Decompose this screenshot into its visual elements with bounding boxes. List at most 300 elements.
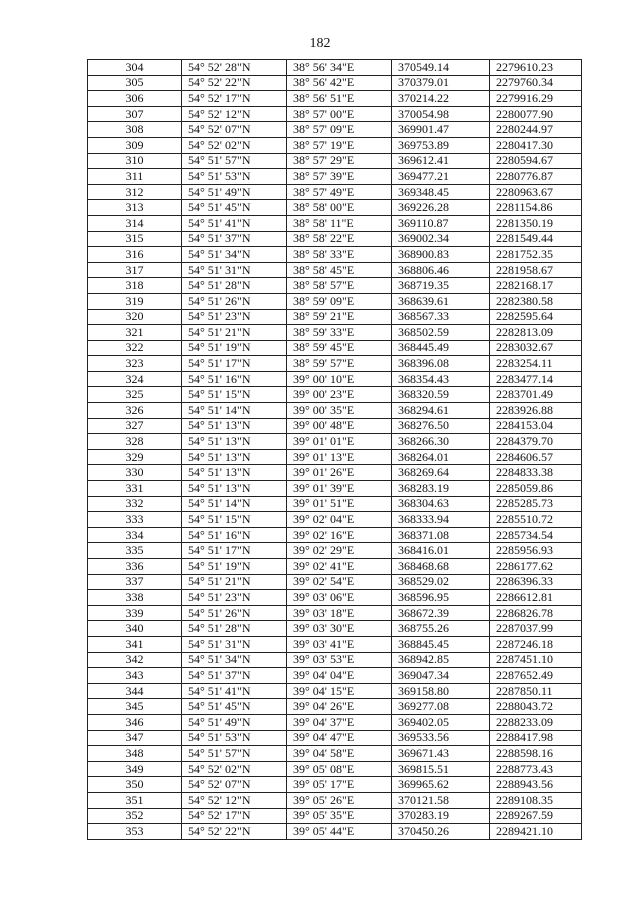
y-coordinate-cell: 2285510.72 (490, 512, 582, 528)
latitude-cell: 54° 51' 45"N (182, 699, 287, 715)
point-number-cell: 328 (88, 434, 182, 450)
y-coordinate-cell: 2287850.11 (490, 683, 582, 699)
y-coordinate-cell: 2289421.10 (490, 824, 582, 840)
y-coordinate-cell: 2288417.98 (490, 730, 582, 746)
table-row (88, 543, 582, 559)
latitude-cell: 54° 51' 45"N (182, 200, 287, 216)
latitude-cell: 54° 51' 14"N (182, 403, 287, 419)
table-row (88, 714, 582, 730)
x-coordinate-cell: 369277.08 (392, 699, 490, 715)
table-row (88, 91, 582, 107)
y-coordinate-cell: 2282380.58 (490, 293, 582, 309)
longitude-cell: 38° 58' 57"E (287, 278, 392, 294)
x-coordinate-cell: 368283.19 (392, 481, 490, 497)
table-row (88, 60, 582, 76)
latitude-cell: 54° 51' 13"N (182, 449, 287, 465)
longitude-cell: 39° 03' 41"E (287, 636, 392, 652)
y-coordinate-cell: 2280244.97 (490, 122, 582, 138)
latitude-cell: 54° 51' 19"N (182, 559, 287, 575)
longitude-cell: 38° 59' 21"E (287, 309, 392, 325)
x-coordinate-cell: 370283.19 (392, 808, 490, 824)
x-coordinate-cell: 368304.63 (392, 496, 490, 512)
longitude-cell: 38° 58' 33"E (287, 247, 392, 263)
point-number-cell: 318 (88, 278, 182, 294)
x-coordinate-cell: 370450.26 (392, 824, 490, 840)
point-number-cell: 347 (88, 730, 182, 746)
point-number-cell: 320 (88, 309, 182, 325)
y-coordinate-cell: 2289108.35 (490, 792, 582, 808)
y-coordinate-cell: 2286826.78 (490, 605, 582, 621)
latitude-cell: 54° 51' 16"N (182, 371, 287, 387)
y-coordinate-cell: 2287246.18 (490, 636, 582, 652)
latitude-cell: 54° 51' 31"N (182, 262, 287, 278)
x-coordinate-cell: 370549.14 (392, 60, 490, 76)
latitude-cell: 54° 51' 14"N (182, 496, 287, 512)
x-coordinate-cell: 368567.33 (392, 309, 490, 325)
table-row (88, 527, 582, 543)
table-row (88, 590, 582, 606)
longitude-cell: 38° 56' 34"E (287, 60, 392, 76)
table-row (88, 668, 582, 684)
coordinates-table (87, 59, 582, 840)
point-number-cell: 304 (88, 60, 182, 76)
longitude-cell: 39° 04' 26"E (287, 699, 392, 715)
longitude-cell: 39° 02' 41"E (287, 559, 392, 575)
longitude-cell: 39° 03' 30"E (287, 621, 392, 637)
x-coordinate-cell: 368845.45 (392, 636, 490, 652)
longitude-cell: 38° 57' 49"E (287, 184, 392, 200)
table-row (88, 512, 582, 528)
x-coordinate-cell: 368354.43 (392, 371, 490, 387)
longitude-cell: 39° 00' 10"E (287, 371, 392, 387)
point-number-cell: 315 (88, 231, 182, 247)
x-coordinate-cell: 368529.02 (392, 574, 490, 590)
latitude-cell: 54° 52' 22"N (182, 75, 287, 91)
point-number-cell: 350 (88, 777, 182, 793)
latitude-cell: 54° 51' 49"N (182, 184, 287, 200)
x-coordinate-cell: 369110.87 (392, 215, 490, 231)
latitude-cell: 54° 51' 37"N (182, 231, 287, 247)
longitude-cell: 39° 05' 17"E (287, 777, 392, 793)
point-number-cell: 332 (88, 496, 182, 512)
point-number-cell: 340 (88, 621, 182, 637)
longitude-cell: 38° 59' 09"E (287, 293, 392, 309)
x-coordinate-cell: 368502.59 (392, 325, 490, 341)
table-row (88, 465, 582, 481)
x-coordinate-cell: 369965.62 (392, 777, 490, 793)
x-coordinate-cell: 369901.47 (392, 122, 490, 138)
latitude-cell: 54° 52' 28"N (182, 60, 287, 76)
latitude-cell: 54° 51' 16"N (182, 527, 287, 543)
point-number-cell: 329 (88, 449, 182, 465)
y-coordinate-cell: 2279916.29 (490, 91, 582, 107)
x-coordinate-cell: 368806.46 (392, 262, 490, 278)
table-row (88, 699, 582, 715)
latitude-cell: 54° 51' 34"N (182, 652, 287, 668)
point-number-cell: 310 (88, 153, 182, 169)
table-row (88, 293, 582, 309)
longitude-cell: 38° 59' 33"E (287, 325, 392, 341)
y-coordinate-cell: 2284153.04 (490, 418, 582, 434)
latitude-cell: 54° 51' 28"N (182, 621, 287, 637)
latitude-cell: 54° 51' 15"N (182, 387, 287, 403)
longitude-cell: 39° 05' 35"E (287, 808, 392, 824)
y-coordinate-cell: 2280776.87 (490, 169, 582, 185)
y-coordinate-cell: 2279610.23 (490, 60, 582, 76)
x-coordinate-cell: 368672.39 (392, 605, 490, 621)
y-coordinate-cell: 2286177.62 (490, 559, 582, 575)
longitude-cell: 39° 00' 35"E (287, 403, 392, 419)
longitude-cell: 39° 05' 08"E (287, 761, 392, 777)
x-coordinate-cell: 368596.95 (392, 590, 490, 606)
x-coordinate-cell: 369226.28 (392, 200, 490, 216)
x-coordinate-cell: 369047.34 (392, 668, 490, 684)
y-coordinate-cell: 2284833.38 (490, 465, 582, 481)
latitude-cell: 54° 51' 13"N (182, 481, 287, 497)
longitude-cell: 38° 58' 00"E (287, 200, 392, 216)
y-coordinate-cell: 2286612.81 (490, 590, 582, 606)
table-row (88, 418, 582, 434)
point-number-cell: 307 (88, 106, 182, 122)
x-coordinate-cell: 368266.30 (392, 434, 490, 450)
table-row (88, 340, 582, 356)
table-row (88, 371, 582, 387)
x-coordinate-cell: 368900.83 (392, 247, 490, 263)
x-coordinate-cell: 368396.08 (392, 356, 490, 372)
table-row (88, 481, 582, 497)
latitude-cell: 54° 52' 17"N (182, 91, 287, 107)
point-number-cell: 308 (88, 122, 182, 138)
point-number-cell: 333 (88, 512, 182, 528)
y-coordinate-cell: 2280417.30 (490, 137, 582, 153)
y-coordinate-cell: 2284379.70 (490, 434, 582, 450)
latitude-cell: 54° 51' 34"N (182, 247, 287, 263)
latitude-cell: 54° 51' 13"N (182, 434, 287, 450)
longitude-cell: 39° 05' 44"E (287, 824, 392, 840)
longitude-cell: 39° 03' 18"E (287, 605, 392, 621)
point-number-cell: 322 (88, 340, 182, 356)
longitude-cell: 39° 04' 15"E (287, 683, 392, 699)
latitude-cell: 54° 51' 49"N (182, 714, 287, 730)
table-row (88, 621, 582, 637)
y-coordinate-cell: 2289267.59 (490, 808, 582, 824)
x-coordinate-cell: 369002.34 (392, 231, 490, 247)
point-number-cell: 336 (88, 559, 182, 575)
table-row (88, 730, 582, 746)
longitude-cell: 38° 56' 42"E (287, 75, 392, 91)
y-coordinate-cell: 2283477.14 (490, 371, 582, 387)
latitude-cell: 54° 51' 26"N (182, 605, 287, 621)
latitude-cell: 54° 51' 17"N (182, 356, 287, 372)
point-number-cell: 345 (88, 699, 182, 715)
table-row (88, 75, 582, 91)
point-number-cell: 337 (88, 574, 182, 590)
latitude-cell: 54° 51' 13"N (182, 465, 287, 481)
longitude-cell: 38° 57' 00"E (287, 106, 392, 122)
table-row (88, 777, 582, 793)
y-coordinate-cell: 2286396.33 (490, 574, 582, 590)
coordinates-table-body (88, 60, 582, 840)
table-row (88, 184, 582, 200)
latitude-cell: 54° 52' 02"N (182, 761, 287, 777)
longitude-cell: 39° 02' 16"E (287, 527, 392, 543)
point-number-cell: 351 (88, 792, 182, 808)
table-row (88, 434, 582, 450)
point-number-cell: 341 (88, 636, 182, 652)
point-number-cell: 312 (88, 184, 182, 200)
point-number-cell: 316 (88, 247, 182, 263)
table-row (88, 636, 582, 652)
table-row (88, 137, 582, 153)
table-row (88, 309, 582, 325)
x-coordinate-cell: 369815.51 (392, 761, 490, 777)
longitude-cell: 38° 59' 45"E (287, 340, 392, 356)
point-number-cell: 343 (88, 668, 182, 684)
latitude-cell: 54° 51' 23"N (182, 309, 287, 325)
table-row (88, 169, 582, 185)
x-coordinate-cell: 370379.01 (392, 75, 490, 91)
y-coordinate-cell: 2282595.64 (490, 309, 582, 325)
point-number-cell: 346 (88, 714, 182, 730)
x-coordinate-cell: 369402.05 (392, 714, 490, 730)
latitude-cell: 54° 51' 37"N (182, 668, 287, 684)
point-number-cell: 349 (88, 761, 182, 777)
y-coordinate-cell: 2281752.35 (490, 247, 582, 263)
point-number-cell: 353 (88, 824, 182, 840)
longitude-cell: 39° 00' 23"E (287, 387, 392, 403)
latitude-cell: 54° 51' 57"N (182, 153, 287, 169)
y-coordinate-cell: 2283701.49 (490, 387, 582, 403)
y-coordinate-cell: 2287037.99 (490, 621, 582, 637)
table-row (88, 231, 582, 247)
table-row (88, 792, 582, 808)
point-number-cell: 327 (88, 418, 182, 434)
longitude-cell: 39° 04' 04"E (287, 668, 392, 684)
point-number-cell: 338 (88, 590, 182, 606)
longitude-cell: 39° 03' 06"E (287, 590, 392, 606)
longitude-cell: 38° 58' 11"E (287, 215, 392, 231)
x-coordinate-cell: 369671.43 (392, 746, 490, 762)
point-number-cell: 330 (88, 465, 182, 481)
point-number-cell: 348 (88, 746, 182, 762)
table-row (88, 356, 582, 372)
x-coordinate-cell: 369753.89 (392, 137, 490, 153)
x-coordinate-cell: 368719.35 (392, 278, 490, 294)
latitude-cell: 54° 51' 53"N (182, 730, 287, 746)
latitude-cell: 54° 51' 41"N (182, 683, 287, 699)
longitude-cell: 39° 02' 54"E (287, 574, 392, 590)
longitude-cell: 39° 04' 47"E (287, 730, 392, 746)
x-coordinate-cell: 368942.85 (392, 652, 490, 668)
y-coordinate-cell: 2285734.54 (490, 527, 582, 543)
point-number-cell: 311 (88, 169, 182, 185)
y-coordinate-cell: 2281154.86 (490, 200, 582, 216)
x-coordinate-cell: 368371.08 (392, 527, 490, 543)
point-number-cell: 326 (88, 403, 182, 419)
y-coordinate-cell: 2282813.09 (490, 325, 582, 341)
y-coordinate-cell: 2280963.67 (490, 184, 582, 200)
latitude-cell: 54° 52' 02"N (182, 137, 287, 153)
point-number-cell: 317 (88, 262, 182, 278)
x-coordinate-cell: 368468.68 (392, 559, 490, 575)
longitude-cell: 38° 57' 29"E (287, 153, 392, 169)
y-coordinate-cell: 2281549.44 (490, 231, 582, 247)
latitude-cell: 54° 52' 17"N (182, 808, 287, 824)
y-coordinate-cell: 2284606.57 (490, 449, 582, 465)
latitude-cell: 54° 51' 23"N (182, 590, 287, 606)
y-coordinate-cell: 2280077.90 (490, 106, 582, 122)
longitude-cell: 39° 01' 01"E (287, 434, 392, 450)
x-coordinate-cell: 369533.56 (392, 730, 490, 746)
latitude-cell: 54° 52' 12"N (182, 106, 287, 122)
latitude-cell: 54° 51' 15"N (182, 512, 287, 528)
latitude-cell: 54° 51' 21"N (182, 325, 287, 341)
table-row (88, 325, 582, 341)
y-coordinate-cell: 2279760.34 (490, 75, 582, 91)
longitude-cell: 39° 04' 37"E (287, 714, 392, 730)
point-number-cell: 306 (88, 91, 182, 107)
point-number-cell: 305 (88, 75, 182, 91)
table-row (88, 403, 582, 419)
y-coordinate-cell: 2287652.49 (490, 668, 582, 684)
table-row (88, 106, 582, 122)
x-coordinate-cell: 370121.58 (392, 792, 490, 808)
y-coordinate-cell: 2288043.72 (490, 699, 582, 715)
point-number-cell: 323 (88, 356, 182, 372)
point-number-cell: 344 (88, 683, 182, 699)
longitude-cell: 39° 01' 39"E (287, 481, 392, 497)
latitude-cell: 54° 52' 22"N (182, 824, 287, 840)
longitude-cell: 38° 58' 45"E (287, 262, 392, 278)
table-row (88, 574, 582, 590)
table-row (88, 200, 582, 216)
page-number: 182 (309, 36, 331, 51)
longitude-cell: 39° 01' 51"E (287, 496, 392, 512)
y-coordinate-cell: 2282168.17 (490, 278, 582, 294)
x-coordinate-cell: 369348.45 (392, 184, 490, 200)
latitude-cell: 54° 51' 28"N (182, 278, 287, 294)
y-coordinate-cell: 2285956.93 (490, 543, 582, 559)
longitude-cell: 38° 58' 22"E (287, 231, 392, 247)
latitude-cell: 54° 52' 12"N (182, 792, 287, 808)
longitude-cell: 39° 00' 48"E (287, 418, 392, 434)
longitude-cell: 39° 04' 58"E (287, 746, 392, 762)
table-row (88, 746, 582, 762)
latitude-cell: 54° 51' 41"N (182, 215, 287, 231)
longitude-cell: 38° 57' 39"E (287, 169, 392, 185)
latitude-cell: 54° 51' 53"N (182, 169, 287, 185)
table-row (88, 387, 582, 403)
table-row (88, 278, 582, 294)
table-row (88, 808, 582, 824)
point-number-cell: 331 (88, 481, 182, 497)
point-number-cell: 342 (88, 652, 182, 668)
longitude-cell: 39° 01' 13"E (287, 449, 392, 465)
latitude-cell: 54° 51' 21"N (182, 574, 287, 590)
table-row (88, 496, 582, 512)
x-coordinate-cell: 368445.49 (392, 340, 490, 356)
latitude-cell: 54° 52' 07"N (182, 777, 287, 793)
y-coordinate-cell: 2288773.43 (490, 761, 582, 777)
x-coordinate-cell: 368639.61 (392, 293, 490, 309)
table-row (88, 122, 582, 138)
table-row (88, 262, 582, 278)
longitude-cell: 39° 01' 26"E (287, 465, 392, 481)
y-coordinate-cell: 2285059.86 (490, 481, 582, 497)
point-number-cell: 325 (88, 387, 182, 403)
table-row (88, 683, 582, 699)
x-coordinate-cell: 370054.98 (392, 106, 490, 122)
y-coordinate-cell: 2288233.09 (490, 714, 582, 730)
y-coordinate-cell: 2283032.67 (490, 340, 582, 356)
latitude-cell: 54° 51' 19"N (182, 340, 287, 356)
x-coordinate-cell: 368269.64 (392, 465, 490, 481)
point-number-cell: 321 (88, 325, 182, 341)
latitude-cell: 54° 51' 13"N (182, 418, 287, 434)
latitude-cell: 54° 51' 57"N (182, 746, 287, 762)
longitude-cell: 38° 57' 19"E (287, 137, 392, 153)
point-number-cell: 324 (88, 371, 182, 387)
table-row (88, 605, 582, 621)
latitude-cell: 54° 51' 26"N (182, 293, 287, 309)
table-row (88, 247, 582, 263)
x-coordinate-cell: 368294.61 (392, 403, 490, 419)
longitude-cell: 39° 02' 04"E (287, 512, 392, 528)
longitude-cell: 39° 05' 26"E (287, 792, 392, 808)
table-row (88, 449, 582, 465)
table-row (88, 153, 582, 169)
latitude-cell: 54° 52' 07"N (182, 122, 287, 138)
y-coordinate-cell: 2283926.88 (490, 403, 582, 419)
longitude-cell: 38° 56' 51"E (287, 91, 392, 107)
y-coordinate-cell: 2288943.56 (490, 777, 582, 793)
x-coordinate-cell: 368416.01 (392, 543, 490, 559)
point-number-cell: 314 (88, 215, 182, 231)
table-row (88, 824, 582, 840)
table-row (88, 652, 582, 668)
y-coordinate-cell: 2288598.16 (490, 746, 582, 762)
point-number-cell: 339 (88, 605, 182, 621)
x-coordinate-cell: 368264.01 (392, 449, 490, 465)
x-coordinate-cell: 369158.80 (392, 683, 490, 699)
point-number-cell: 319 (88, 293, 182, 309)
x-coordinate-cell: 368333.94 (392, 512, 490, 528)
table-row (88, 761, 582, 777)
latitude-cell: 54° 51' 31"N (182, 636, 287, 652)
table-row (88, 559, 582, 575)
longitude-cell: 38° 57' 09"E (287, 122, 392, 138)
y-coordinate-cell: 2280594.67 (490, 153, 582, 169)
x-coordinate-cell: 368276.50 (392, 418, 490, 434)
point-number-cell: 334 (88, 527, 182, 543)
y-coordinate-cell: 2287451.10 (490, 652, 582, 668)
point-number-cell: 335 (88, 543, 182, 559)
longitude-cell: 39° 02' 29"E (287, 543, 392, 559)
x-coordinate-cell: 369612.41 (392, 153, 490, 169)
point-number-cell: 352 (88, 808, 182, 824)
point-number-cell: 313 (88, 200, 182, 216)
longitude-cell: 38° 59' 57"E (287, 356, 392, 372)
y-coordinate-cell: 2283254.11 (490, 356, 582, 372)
x-coordinate-cell: 368755.26 (392, 621, 490, 637)
y-coordinate-cell: 2281958.67 (490, 262, 582, 278)
latitude-cell: 54° 51' 17"N (182, 543, 287, 559)
longitude-cell: 39° 03' 53"E (287, 652, 392, 668)
x-coordinate-cell: 369477.21 (392, 169, 490, 185)
point-number-cell: 309 (88, 137, 182, 153)
x-coordinate-cell: 370214.22 (392, 91, 490, 107)
x-coordinate-cell: 368320.59 (392, 387, 490, 403)
